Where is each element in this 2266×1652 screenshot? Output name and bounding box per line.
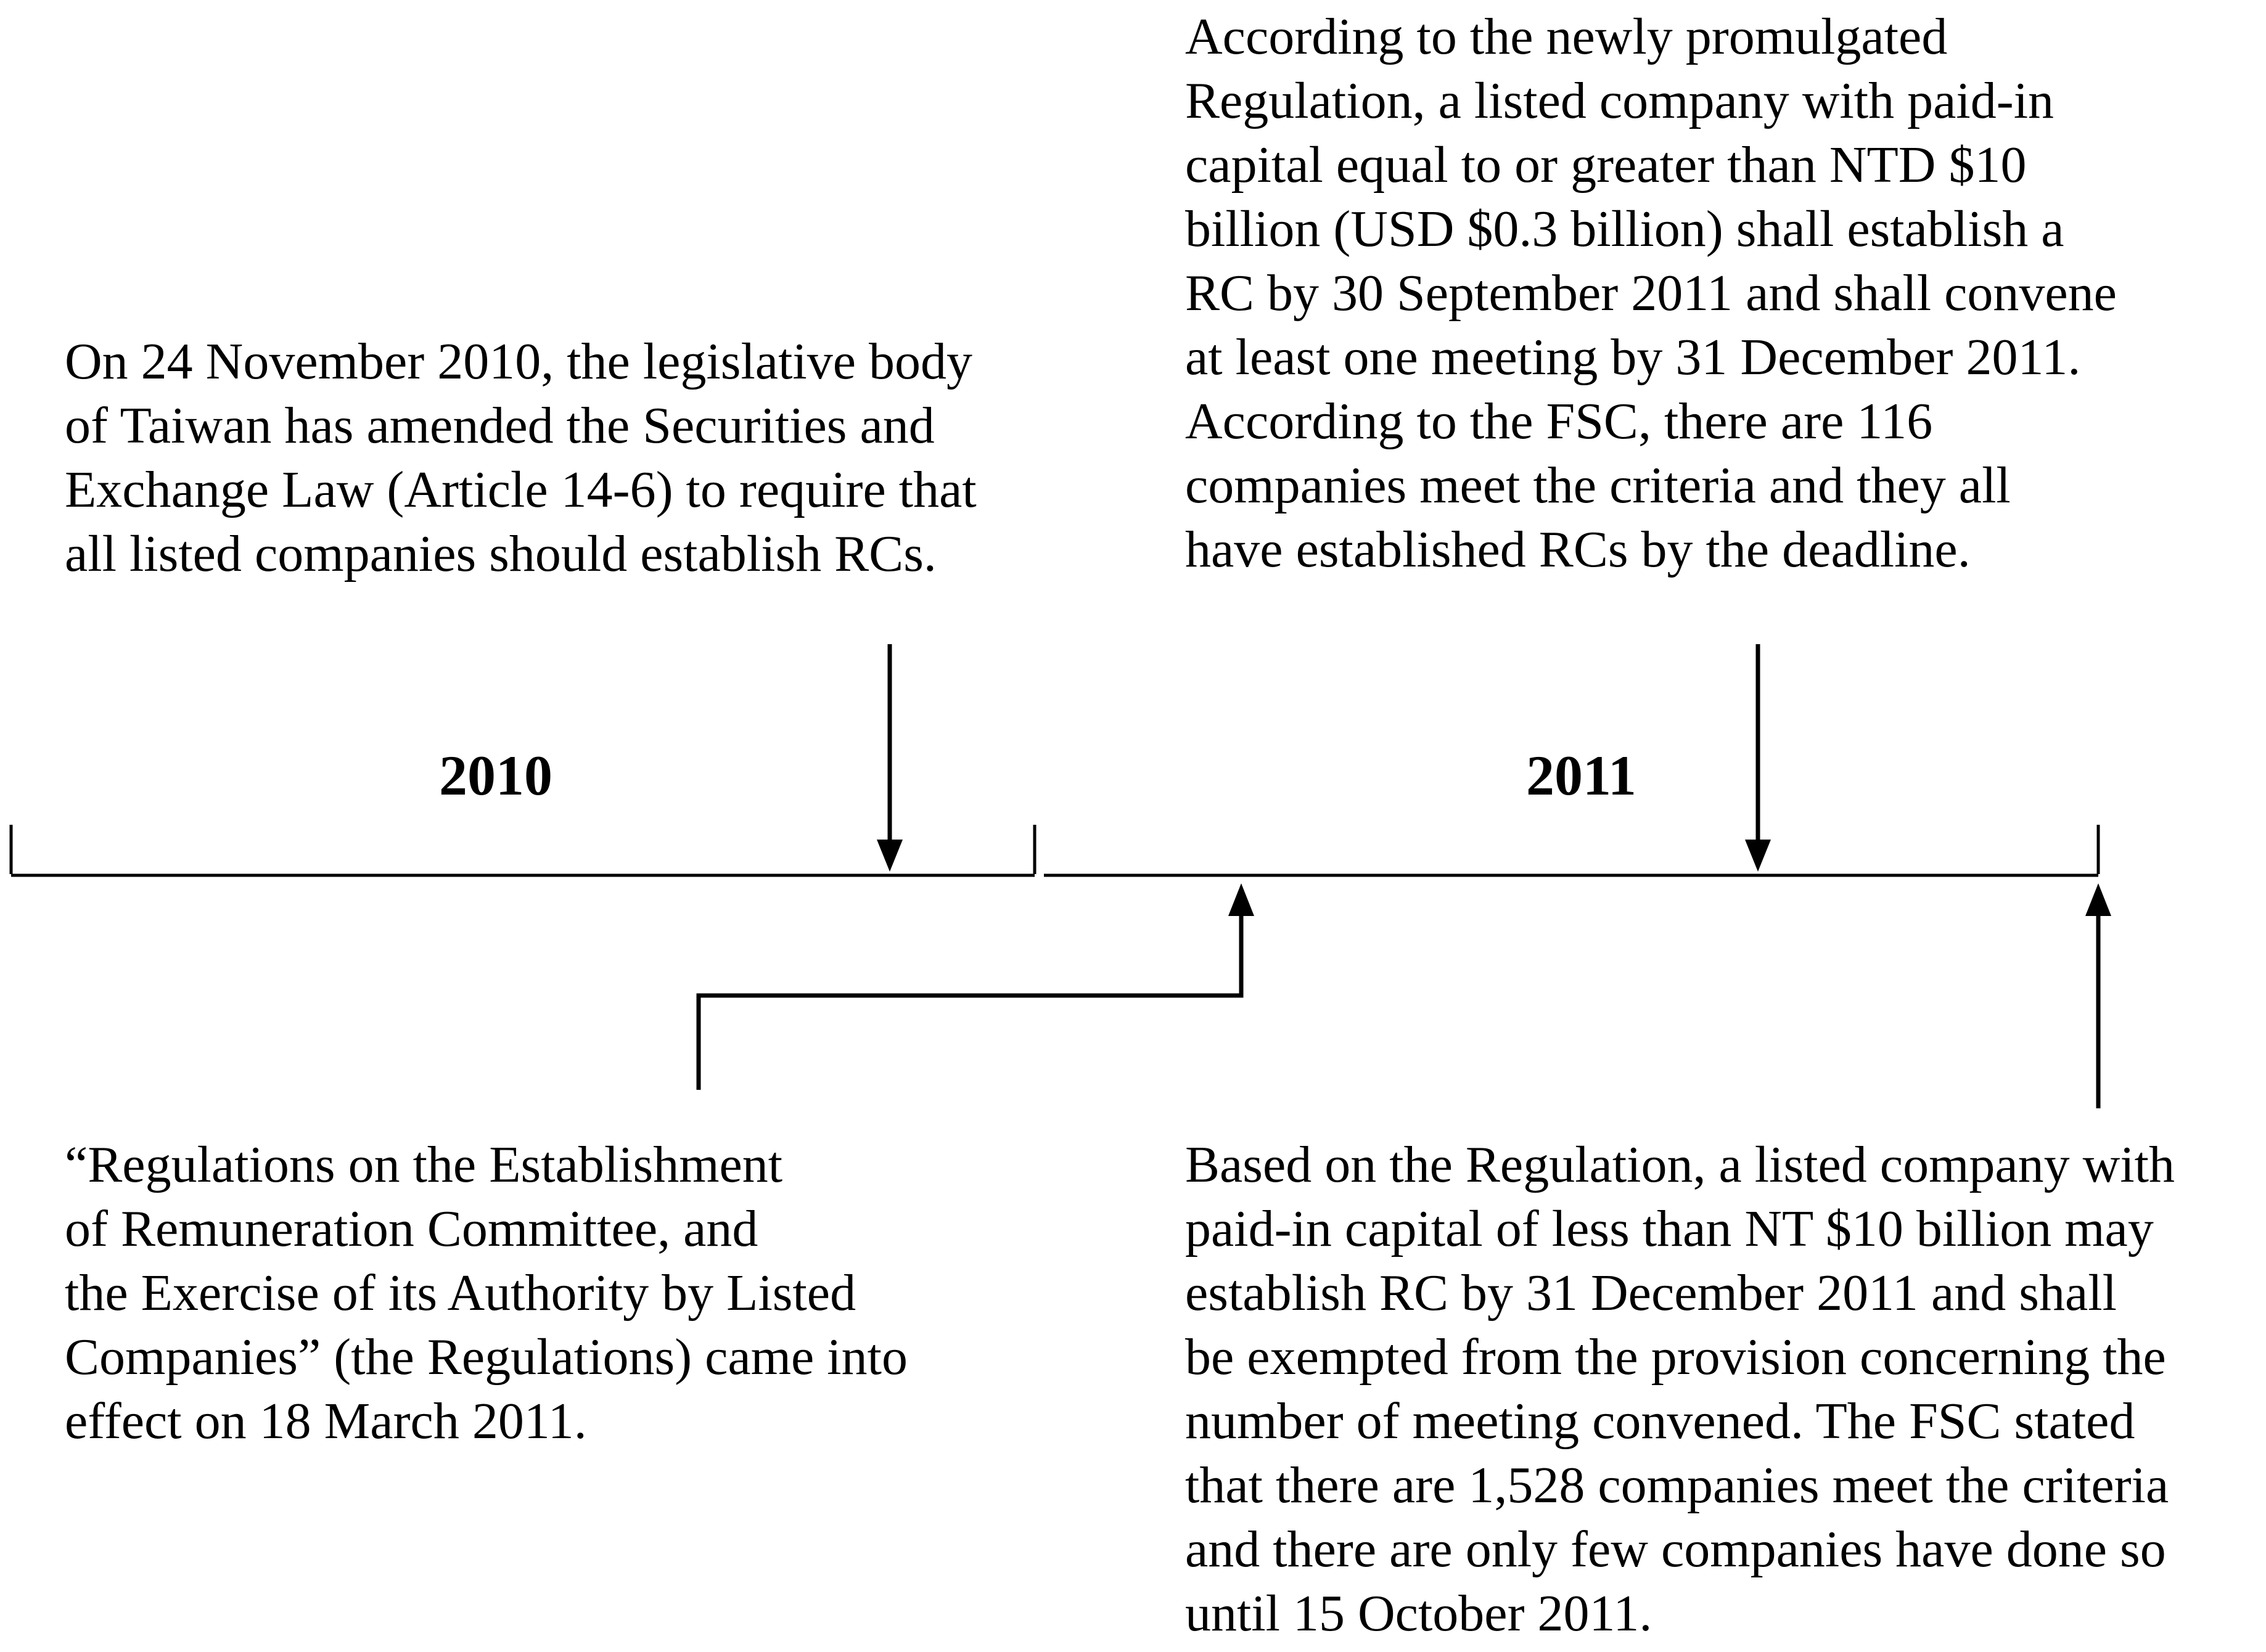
event-text-line: be exempted from the provision concerning the	[1185, 1328, 2166, 1386]
event-text-line: effect on 18 March 2011.	[65, 1392, 587, 1450]
event-text-line: On 24 November 2010, the legislative body	[65, 333, 973, 390]
year-label-2011: 2011	[1526, 744, 1636, 807]
event-text-line: Regulation, a listed company with paid-in	[1185, 72, 2055, 129]
event-text-line: Exchange Law (Article 14-6) to require that	[65, 461, 977, 518]
event-text-line: companies meet the criteria and they all	[1185, 457, 2011, 514]
event-small-company-rule	[1185, 1133, 2175, 1646]
arrow-small-company-rule	[2085, 883, 2111, 1108]
event-text-line: until 15 October 2011.	[1185, 1585, 1652, 1642]
event-text-line: and there are only few companies have done so	[1185, 1521, 2166, 1578]
event-text-line: “Regulations on the Establishment	[65, 1136, 783, 1193]
event-text-line: paid-in capital of less than NT $10 billion may	[1185, 1200, 2154, 1257]
event-text-line: number of meeting convened. The FSC stated	[1185, 1392, 2135, 1450]
event-large-company-rule	[1185, 5, 2117, 582]
event-text-line: Based on the Regulation, a listed company with	[1185, 1136, 2175, 1193]
event-text-line: the Exercise of its Authority by Listed	[65, 1264, 856, 1322]
event-text-line: have established RCs by the deadline.	[1185, 521, 1971, 578]
event-text-line: at least one meeting by 31 December 2011.	[1185, 329, 2081, 386]
event-legislative-amendment	[65, 330, 977, 586]
event-text-line: of Remuneration Committee, and	[65, 1200, 758, 1257]
event-text-line: According to the newly promulgated	[1185, 8, 1948, 65]
event-text-line: According to the FSC, there are 116	[1185, 393, 1933, 450]
event-regulations-effective	[65, 1133, 908, 1454]
event-text-line: that there are 1,528 companies meet the criteria	[1185, 1457, 2169, 1514]
arrow-regulations-effective	[699, 883, 1254, 1090]
event-text-line: billion (USD $0.3 billion) shall establish a	[1185, 200, 2064, 258]
event-text-line: all listed companies should establish RCs.	[65, 525, 937, 583]
event-text-line: Companies” (the Regulations) came into	[65, 1328, 908, 1386]
event-text-line: RC by 30 September 2011 and shall convene	[1185, 264, 2117, 322]
event-text-line: establish RC by 31 December 2011 and shall	[1185, 1264, 2117, 1322]
arrow-large-company-rule	[1745, 644, 1771, 872]
event-text-line: capital equal to or greater than NTD $10	[1185, 136, 2027, 194]
event-text-line: of Taiwan has amended the Securities and	[65, 397, 935, 454]
year-label-2010: 2010	[439, 744, 552, 807]
arrow-legislative-amendment	[877, 644, 903, 872]
